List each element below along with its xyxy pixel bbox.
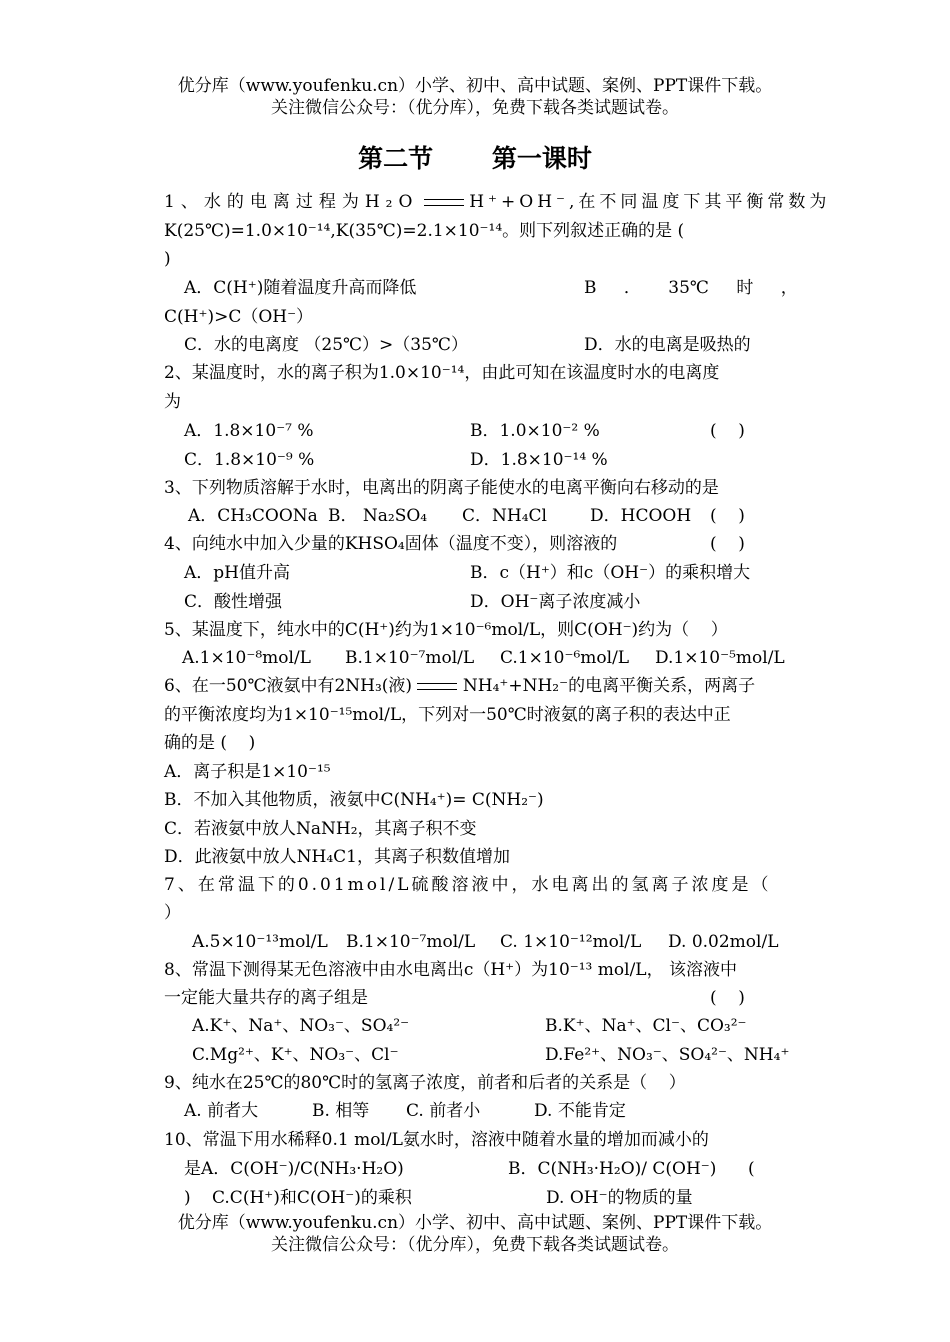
q3-stem: 3、下列物质溶解于水时，电离出的阴离子能使水的电离平衡向右移动的是 [164, 478, 719, 498]
q8-option-b: B.K⁺、Na⁺、Cl⁻、CO₃²⁻ [545, 1016, 747, 1036]
q10-paren-close: ) [184, 1188, 191, 1208]
q6-option-c: C．若液氨中放人NaNH₂，其离子积不变 [164, 819, 477, 839]
q7-option-d: D. 0.02mol/L [668, 932, 779, 952]
q7-stem-line-2: ） [164, 903, 181, 923]
q2-option-a: A．1.8×10⁻⁷ % [184, 421, 314, 441]
q8-option-d: D.Fe²⁺、NO₃⁻、SO₄²⁻、NH₄⁺ [545, 1045, 790, 1065]
q2-answer-paren: ( ) [710, 421, 745, 441]
q8-stem: 8、常温下测得某无色溶液中由水电离出c（H⁺）为10⁻¹³ mol/L， 该溶液中 [164, 960, 737, 980]
q3-option-a: A．CH₃COONa [188, 506, 318, 526]
q2-option-b: B．1.0×10⁻² % [470, 421, 600, 441]
q4-stem: 4、向纯水中加入少量的KHSO₄固体（温度不变），则溶液的 [164, 534, 618, 554]
q3-answer-paren: ( ) [710, 506, 745, 526]
q5-option-a: A.1×10⁻⁸mol/L [182, 648, 311, 668]
q1-option-d: D．水的电离是吸热的 [584, 335, 751, 355]
q1-option-a: A．C(H⁺)随着温度升高而降低 [184, 278, 417, 298]
q1-stem-part-b: H⁺+OH⁻,在不同温度下其平衡常数为 [469, 192, 831, 212]
q6-stem-part-a: 6、在一50℃液氨中有2NH₃(液) [164, 676, 413, 696]
q9-option-d: D. 不能肯定 [534, 1101, 626, 1121]
q8-option-c: C.Mg²⁺、K⁺、NO₃⁻、Cl⁻ [192, 1045, 399, 1065]
q6-option-a: A．离子积是1×10⁻¹⁵ [164, 762, 331, 782]
q6-stem [164, 675, 755, 697]
q2-option-c: C．1.8×10⁻⁹ % [184, 450, 315, 470]
q3-option-c: C．NH₄Cl [462, 506, 547, 526]
q6-stem-part-b: NH₄⁺+NH₂⁻的电离平衡关系，两离子 [462, 676, 756, 696]
q4-option-b: B．c（H⁺）和c（OH⁻）的乘积增大 [470, 563, 751, 583]
q6-option-d: D．此液氨中放人NH₄C1，其离子积数值增加 [164, 847, 510, 867]
q7-stem: 7、在常温下的0.01mol/L硫酸溶液中，水电离出的氢离子浓度是（ [164, 875, 772, 895]
q6-stem-line-2: 的平衡浓度均为1×10⁻¹⁵mol/L，下列对一50℃时液氨的离子积的表达中正 [164, 705, 731, 725]
q7-option-b: B.1×10⁻⁷mol/L [346, 932, 476, 952]
equilibrium-arrow-icon [424, 196, 464, 210]
q9-stem: 9、纯水在25℃的80℃时的氢离子浓度，前者和后者的关系是（ ） [164, 1073, 686, 1093]
q3-option-b: B． Na₂SO₄ [328, 506, 428, 526]
q9-option-b: B. 相等 [312, 1101, 370, 1121]
q10-option-a: 是A．C(OH⁻)/C(NH₃·H₂O) [184, 1159, 404, 1179]
q4-option-c: C．酸性增强 [184, 592, 283, 612]
q10-paren-open: ( [748, 1159, 755, 1179]
footer-line-2: 关注微信公众号：（优分库），免费下载各类试题试卷。 [271, 1235, 679, 1255]
q10-option-d: D. OH⁻的物质的量 [546, 1188, 693, 1208]
q1-stem-part-a: 1、水的电离过程为H₂O [164, 192, 419, 212]
q6-option-b: B．不加入其他物质，液氨中C(NH₄⁺)= C(NH₂⁻) [164, 790, 544, 810]
q1-option-b: B ． 35℃ 时 ， [584, 278, 798, 298]
q2-stem-line-2: 为 [164, 392, 181, 412]
q1-option-b-cont: C(H⁺)>C（OH⁻） [164, 307, 314, 327]
q5-option-c: C.1×10⁻⁶mol/L [500, 648, 630, 668]
header-line-2: 关注微信公众号：（优分库），免费下载各类试题试卷。 [271, 98, 679, 118]
header-line-1: 优分库（www.youfenku.cn）小学、初中、高中试题、案例、PPT课件下载。 [177, 76, 773, 96]
q5-option-b: B.1×10⁻⁷mol/L [345, 648, 475, 668]
footer-line-1: 优分库（www.youfenku.cn）小学、初中、高中试题、案例、PPT课件下载。 [177, 1213, 773, 1233]
q9-option-a: A. 前者大 [184, 1101, 259, 1121]
q3-option-d: D．HCOOH [590, 506, 692, 526]
q6-stem-line-3: 确的是 ( ) [164, 733, 256, 753]
q1-stem-line-3: ) [164, 249, 171, 269]
q7-option-c: C. 1×10⁻¹²mol/L [500, 932, 642, 952]
q8-option-a: A.K⁺、Na⁺、NO₃⁻、SO₄²⁻ [192, 1016, 410, 1036]
q4-option-d: D．OH⁻离子浓度减小 [470, 592, 641, 612]
q1-option-c: C．水的电离度 （25℃）>（35℃） [184, 335, 468, 355]
q4-option-a: A．pH值升高 [184, 563, 290, 583]
q2-option-d: D．1.8×10⁻¹⁴ % [470, 450, 608, 470]
q1-stem [164, 191, 830, 213]
page-title: 第二节 第一课时 [358, 144, 592, 173]
q7-option-a: A.5×10⁻¹³mol/L [192, 932, 328, 952]
q10-option-b: B．C(NH₃·H₂O)/ C(OH⁻) [508, 1159, 717, 1179]
q8-answer-paren: ( ) [710, 988, 745, 1008]
q10-option-c: C.C(H⁺)和C(OH⁻)的乘积 [212, 1188, 412, 1208]
q5-stem: 5、某温度下，纯水中的C(H⁺)约为1×10⁻⁶mol/L，则C(OH⁻)约为（ ） [164, 620, 728, 640]
q5-option-d: D.1×10⁻⁵mol/L [655, 648, 785, 668]
q10-stem: 10、常温下用水稀释0.1 mol/L氨水时，溶液中随着水量的增加而减小的 [164, 1130, 709, 1150]
q2-stem: 2、某温度时，水的离子积为1.0×10⁻¹⁴，由此可知在该温度时水的电离度 [164, 363, 720, 383]
q9-option-c: C. 前者小 [406, 1101, 481, 1121]
q8-stem-line-2: 一定能大量共存的离子组是 [164, 988, 368, 1008]
q4-answer-paren: ( ) [710, 534, 745, 554]
equilibrium-arrow-icon [417, 680, 457, 694]
q1-stem-line-2: K(25℃)=1.0×10⁻¹⁴,K(35℃)=2.1×10⁻¹⁴。则下列叙述正确的是 ( [164, 221, 685, 241]
